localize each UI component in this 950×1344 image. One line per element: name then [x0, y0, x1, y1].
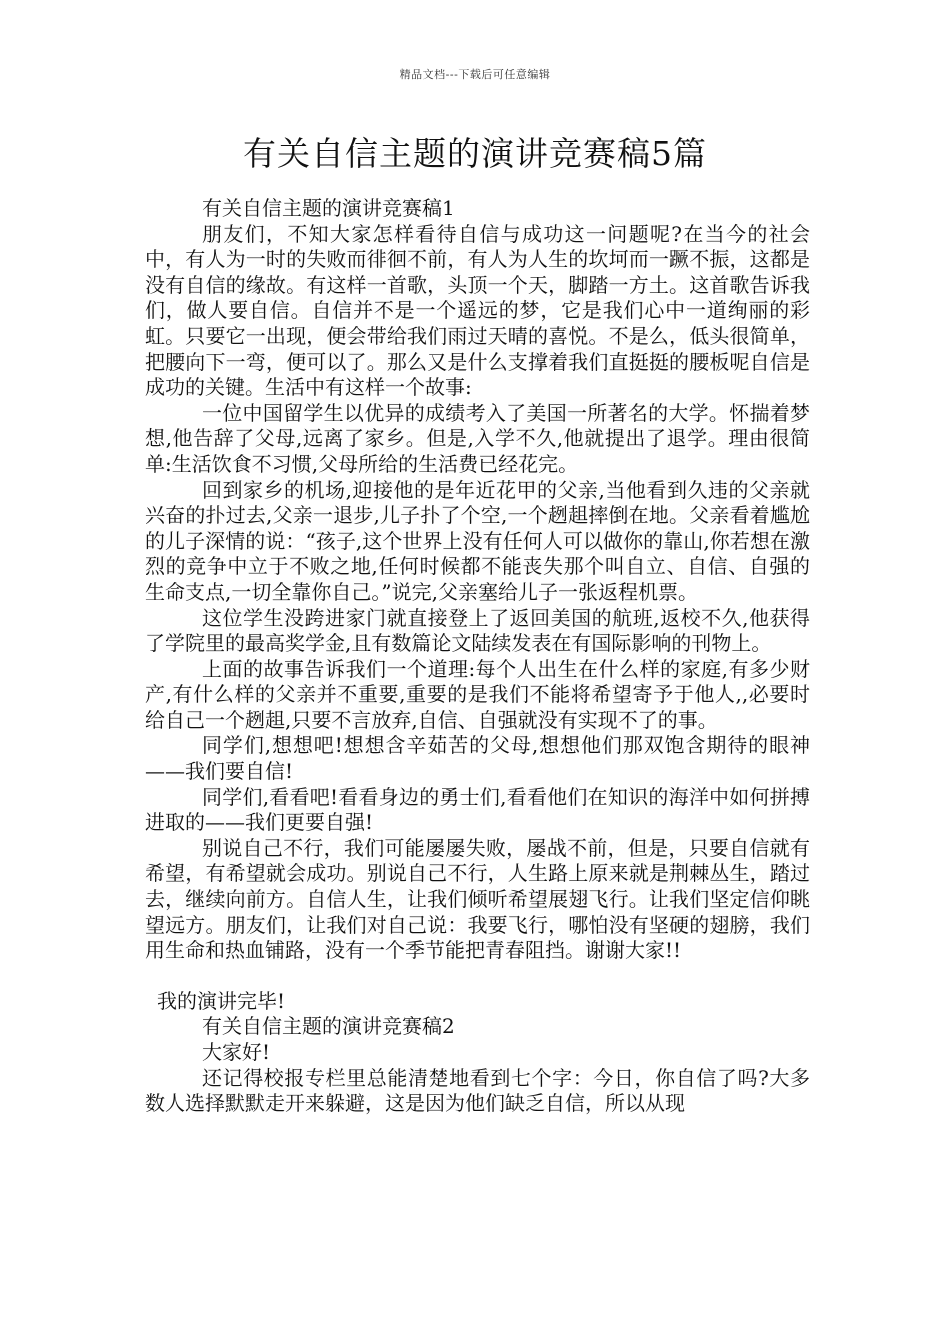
section-heading-1: 有关自信主题的演讲竞赛稿1 — [202, 196, 455, 220]
paragraph: 上面的故事告诉我们一个道理:每个人出生在什么样的家庭,有多少财产,有什么样的父亲并不重要,重要的是我们不能将希望寄予于他人,,必要时给自己一个趔趄,只要不言放弃,自信、自强就没有实现不了的事。 — [145, 656, 810, 732]
blank-line — [145, 964, 810, 989]
paragraph: 还记得校报专栏里总能清楚地看到七个字：今日，你自信了吗?大多数人选择默默走开来躲避，这是因为他们缺乏自信，所以从现 — [145, 1065, 810, 1116]
closing-line: 我的演讲完毕! — [157, 988, 286, 1013]
page-title: 有关自信主题的演讲竞赛稿5篇 — [243, 134, 707, 173]
paragraph: 别说自己不行，我们可能屡屡失败，屡战不前，但是，只要自信就有希望，有希望就会成功。别说自己不行，人生路上原来就是荆棘丛生，踏过去，继续向前方。自信人生，让我们倾听希望展翅飞行。让我们坚定信仰眺望远方。朋友们，让我们对自己说：我要飞行，哪怕没有坚硬的翅膀，我们用生命和热血铺路，没有一个季节能把青春阻挡。谢谢大家!! — [145, 835, 810, 963]
paragraph: 回到家乡的机场,迎接他的是年近花甲的父亲,当他看到久违的父亲就兴奋的扑过去,父亲一退步,儿子扑了个空,一个趔趄摔倒在地。父亲看着尴尬的儿子深情的说：“孩子,这个世界上没有任何人可以做你的靠山,你若想在激烈的竞争中立于不败之地,任何时候都不能丧失那个叫自立、自信、自强的生命支点,一切全靠你自己。”说完,父亲塞给儿子一张返程机票。 — [145, 477, 810, 604]
paragraph: 同学们,想想吧!想想含辛茹苦的父母,想想他们那双饱含期待的眼神——我们要自信! — [145, 733, 810, 784]
paragraph: 一位中国留学生以优异的成绩考入了美国一所著名的大学。怀揣着梦想,他告辞了父母,远离了家乡。但是,入学不久,他就提出了退学。理由很简单:生活饮食不习惯,父母所给的生活费已经花完。 — [145, 400, 810, 476]
paragraph: 朋友们，不知大家怎样看待自信与成功这一问题呢?在当今的社会中，有人为一时的失败而徘徊不前，有人为人生的坎坷而一蹶不振，这都是没有自信的缘故。有这样一首歌，头顶一个天，脚踏一方土。这首歌告诉我们，做人要自信。自信并不是一个遥远的梦，它是我们心中一道绚丽的彩虹。只要它一出现，便会带给我们雨过天晴的喜悦。不是么，低头很简单，把腰向下一弯，便可以了。那么又是什么支撑着我们直挺挺的腰板呢自信是成功的关键。生活中有这样一个故事: — [145, 221, 810, 400]
paragraph: 同学们,看看吧!看看身边的勇士们,看看他们在知识的海洋中如何拼搏进取的——我们更要自强! — [145, 784, 810, 835]
document-body — [145, 196, 810, 1117]
greeting: 大家好! — [202, 1040, 271, 1064]
section-heading-2: 有关自信主题的演讲竞赛稿2 — [202, 1014, 455, 1039]
header-note: 精品文档---下载后可任意编辑 — [399, 68, 551, 81]
paragraph: 这位学生没跨进家门就直接登上了返回美国的航班,返校不久,他获得了学院里的最高奖学金,且有数篇论文陆续发表在有国际影响的刊物上。 — [145, 605, 810, 656]
